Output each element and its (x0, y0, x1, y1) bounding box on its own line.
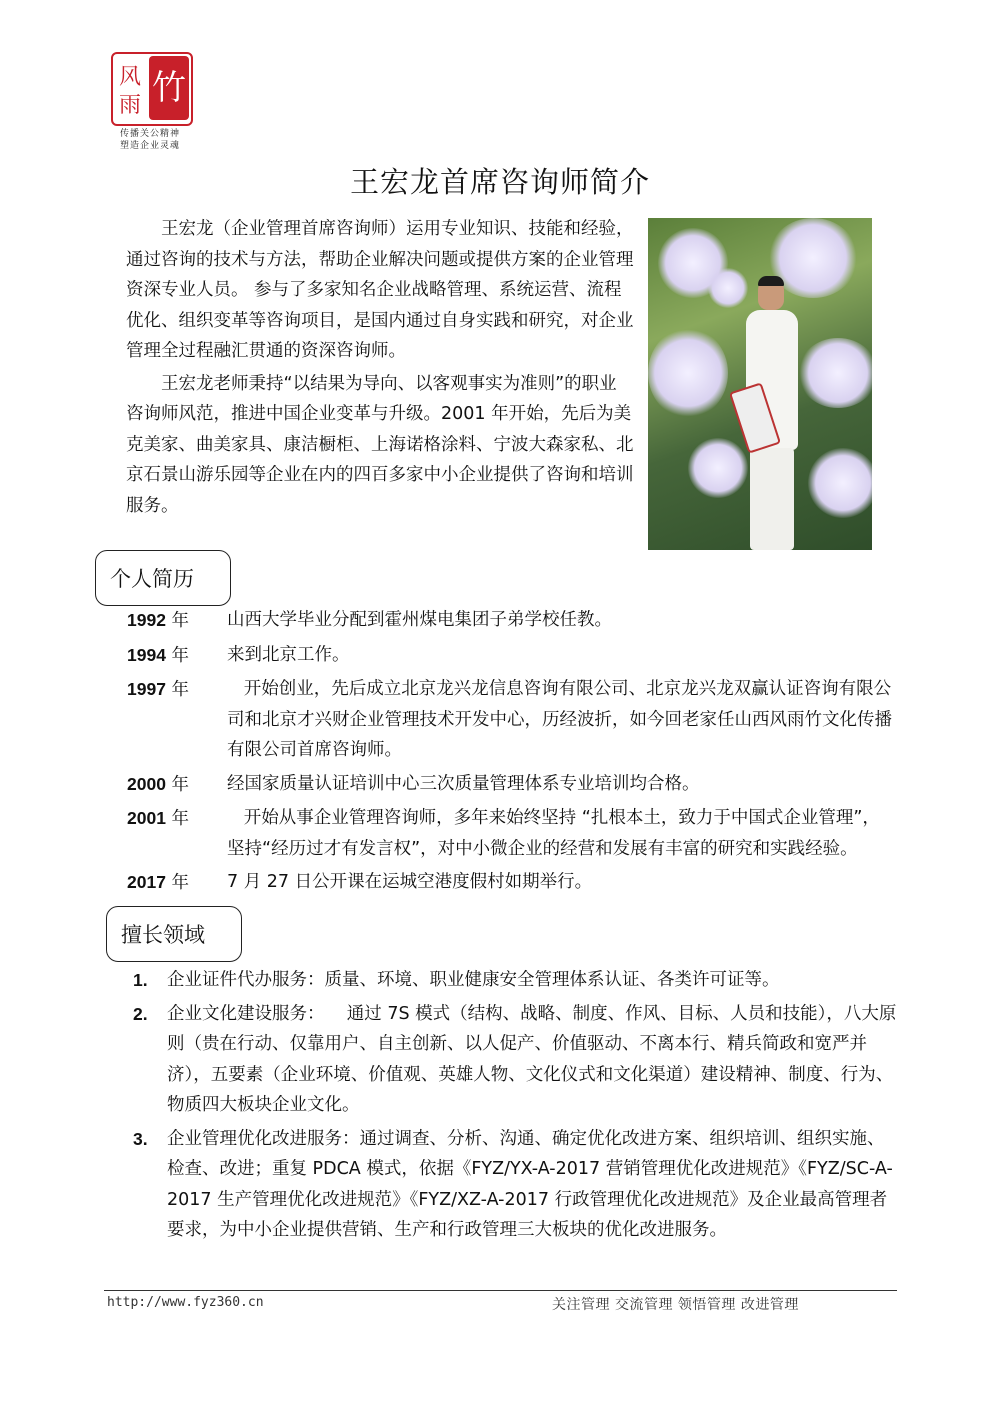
timeline-text: 山西大学毕业分配到霍州煤电集团子弟学校任教。 (227, 610, 612, 630)
timeline-year-unit: 年 (171, 774, 190, 795)
expertise-item (127, 965, 897, 996)
timeline-year-unit: 年 (171, 611, 190, 631)
expertise-heading: 擅长领域 (106, 906, 242, 962)
timeline-year-unit: 年 (171, 809, 190, 829)
logo-char-zhu: 竹 (149, 56, 189, 120)
intro-paragraph-2: 王宏龙老师秉持“以结果为导向、以客观事实为准则”的职业咨询师风范，推进中国企业变革与升级。2001 年开始，先后为美克美家、曲美家具、康洁橱柜、上海诺格涂料、宁波大森家私、北京石景山游乐园等企业在内的四百多家中小企业提供了咨询和培训服务。 (126, 373, 634, 516)
expertise-text: 企业管理优化改进服务：通过调查、分析、沟通、确定优化改进方案、组织培训、组织实施、检查、改进；重复 PDCA 模式，依据《FYZ/YX-A-2017 营销管理优化改进规范》《FYZ/SC-A-2017 生产管理优化改进规范》《FYZ/XZ-A-2017 行政管理优化改进规范》及企业最高管理者要求，为中小企业提供营销、生产和行政管理三大板块的优化改进服务。 (167, 1128, 893, 1240)
timeline-text: 7 月 27 日公开课在运城空港度假村如期举行。 (227, 872, 593, 892)
intro-section (126, 214, 634, 523)
footer-tagline: 关注管理 交流管理 领悟管理 改进管理 (552, 1297, 799, 1313)
page-title: 王宏龙首席咨询师简介 (349, 165, 650, 199)
timeline-row (127, 803, 897, 864)
company-logo (105, 48, 195, 158)
timeline-row (127, 769, 897, 801)
timeline-year: 2001 (127, 808, 166, 828)
timeline-year: 1994 (127, 644, 166, 665)
portrait-photo (648, 218, 872, 550)
logo-char-yu: 雨 (119, 93, 142, 118)
person-figure (740, 278, 804, 550)
expertise-list (127, 965, 897, 1249)
timeline-year-unit: 年 (171, 873, 190, 893)
timeline-year: 2017 (127, 872, 166, 892)
logo-slogan-line2: 塑造企业灵魂 (119, 141, 180, 151)
logo-char-feng: 风 (119, 65, 142, 90)
timeline-row (127, 640, 897, 672)
intro-paragraph-1: 王宏龙（企业管理首席咨询师）运用专业知识、技能和经验，通过咨询的技术与方法，帮助企业解决问题或提供方案的企业管理资深专业人员。 参与了多家知名企业战略管理、系统运营、流程优化、组织变革等咨询项目，是国内通过自身实践和研究，对企业管理全过程融汇贯通的资深咨询师。 (126, 219, 634, 361)
footer-url[interactable]: http://www.fyz360.cn (107, 1295, 264, 1310)
timeline-year: 1997 (127, 679, 166, 699)
logo-slogan-line1: 传播关公精神 (119, 129, 180, 139)
timeline-year: 2000 (127, 773, 166, 794)
timeline-text: 来到北京工作。 (227, 644, 350, 665)
expertise-text: 企业文化建设服务： 通过 7S 模式（结构、战略、制度、作风、目标、人员和技能），八大原则（贵在行动、仅靠用户、自主创新、以人促产、价值驱动、不离本行、精兵简政和宽严并济），五要素（企业环境、价值观、英雄人物、文化仪式和文化渠道）建设精神、制度、行为、物质四大板块企业文化。 (167, 1003, 897, 1115)
resume-timeline (127, 605, 897, 902)
timeline-row (127, 867, 897, 899)
expertise-number: 2. (133, 1003, 148, 1024)
expertise-number: 1. (133, 970, 148, 990)
timeline-text: 开始创业，先后成立北京龙兴龙信息咨询有限公司、北京龙兴龙双赢认证咨询有限公司和北京才兴财企业管理技术开发中心，历经波折，如今回老家任山西风雨竹文化传播有限公司首席咨询师。 (227, 679, 892, 760)
timeline-year-unit: 年 (171, 645, 190, 666)
timeline-row (127, 605, 897, 637)
timeline-row (127, 674, 897, 766)
expertise-item (127, 999, 897, 1121)
expertise-text: 企业证件代办服务：质量、环境、职业健康安全管理体系认证、各类许可证等。 (167, 970, 780, 990)
timeline-year: 1992 (127, 610, 166, 630)
footer-divider (104, 1290, 897, 1291)
timeline-year-unit: 年 (171, 680, 190, 700)
expertise-number: 3. (133, 1128, 148, 1149)
logo-slogan (105, 128, 195, 152)
timeline-text: 经国家质量认证培训中心三次质量管理体系专业培训均合格。 (227, 773, 700, 794)
expertise-item (127, 1124, 897, 1246)
timeline-text: 开始从事企业管理咨询师，多年来始终坚持 “扎根本土，致力于中国式企业管理”，坚持“经历过才有发言权”，对中小微企业的经营和发展有丰富的研究和实践经验。 (227, 808, 880, 859)
logo-seal (111, 52, 193, 126)
resume-heading: 个人简历 (95, 550, 231, 606)
